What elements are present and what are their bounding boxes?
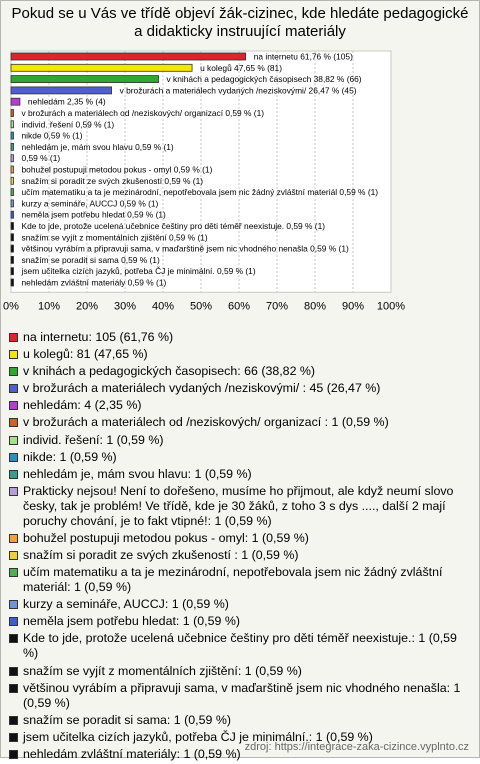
legend-item [9,614,471,629]
x-tick-label: 30% [113,300,137,313]
bar-label: u kolegů 47,65 % (81) [200,62,283,73]
bar [11,189,14,196]
bar-label: v brožurách a materiálech vydaných /neziskovými/ 26,47 % (45) [119,85,357,96]
bar [11,166,14,173]
legend-label: nehledám: 4 (2,35 %) [23,398,142,413]
legend-swatch [9,716,18,725]
legend-label: nehledám je, mám svou hlavu: 1 (0,59 %) [23,466,252,481]
legend-item [9,433,471,448]
bar [11,76,159,83]
legend-swatch [9,401,18,410]
legend-label: kurzy a semináře, AUCCJ: 1 (0,59 %) [23,597,229,612]
bar [11,121,14,128]
legend-label: většinou vyrábím a připravuji sama, v maďarštině jsem nic vhodného nenašla: 1 (0,59 %) [23,680,461,710]
bar [11,279,14,286]
chart-legend [9,330,471,764]
legend-label: individ. řešení: 1 (0,59 %) [23,432,164,447]
legend-item [9,597,471,612]
chart-title-line-2: a didakticky instruující materiály [134,23,346,40]
bar [11,234,14,241]
legend-label: v brožurách a materiálech vydaných /neziskovými/ : 45 (26,47 %) [23,381,381,396]
bar [11,256,14,263]
bar-label: individ. řešení 0,59 % (1) [21,119,115,130]
legend-item [9,364,471,379]
bar [11,64,192,71]
x-tick-label: 40% [151,300,175,313]
legend-swatch [9,487,18,496]
legend-item [9,713,471,728]
legend-item [9,347,471,362]
bar-label: 0,59 % (1) [21,153,61,164]
legend-label: nikde: 1 (0,59 %) [23,449,117,464]
bar-label: snažím se vyjít z momentálních zjištění 0,59 % (1) [21,232,208,243]
legend-label: snažím si poradit ze svých zkušeností : 1 (0,59 %) [23,548,299,563]
bar-chart [1,47,479,329]
bar-label: na internetu 61,76 % (105) [253,51,353,62]
bar-label: nehledám 2,35 % (4) [27,96,106,107]
legend-swatch [9,470,18,479]
legend-item [9,681,471,711]
bar-label: snažím si poradit ze svých zkušeností 0,59 % (1) [21,175,204,186]
bar-label: nikde 0,59 % (1) [21,130,83,141]
legend-swatch [9,350,18,359]
legend-swatch [9,367,18,376]
legend-swatch [9,600,18,609]
x-tick-label: 60% [227,300,251,313]
legend-label: u kolegů: 81 (47,65 %) [23,347,148,362]
legend-swatch [9,684,18,693]
legend-label: v knihách a pedagogických časopisech: 66 (38,82 %) [23,364,316,379]
legend-item [9,381,471,396]
x-tick-label: 50% [189,300,213,313]
x-tick-label: 80% [303,300,327,313]
legend-swatch [9,667,18,676]
bar [11,211,14,218]
bar-label: v knihách a pedagogických časopisech 38,82 % (66) [166,74,362,85]
bar-label: nehledám je, mám svou hlavu 0,59 % (1) [21,141,174,152]
legend-item [9,664,471,679]
legend-label: neměla jsem potřebu hledat: 1 (0,59 %) [23,614,240,629]
legend-swatch [9,568,18,577]
bar-label: kurzy a semináře, AUCCJ 0,59 % (1) [21,198,159,209]
x-tick-label: 100% [376,300,406,313]
bar-label: snažím se poradit si sama 0,59 % (1) [21,254,160,265]
legend-swatch [9,534,18,543]
legend-swatch [9,436,18,445]
x-tick-label: 0% [3,300,19,313]
legend-label: učím matematiku a ta je mezinárodní, nepotřebovala jsem nic žádný zvláštní materiál: 1 (0,59 %) [23,565,443,595]
legend-swatch [9,634,18,643]
legend-swatch [9,733,18,742]
legend-label: v brožurách a materiálech od /neziskových/ organizací : 1 (0,59 %) [23,415,389,430]
bar-label: jsem učitelka cizích jazyků, potřeba ČJ je minimální. 0,59 % (1) [21,266,256,277]
bar [11,245,14,252]
legend-swatch [9,333,18,342]
bar [11,98,20,105]
x-tick-label: 70% [265,300,289,313]
x-tick-label: 20% [75,300,99,313]
bar-label: v brožurách a materiálech od /neziskových/ organizací 0,59 % (1) [21,108,265,118]
x-tick-label: 90% [341,300,365,313]
legend-label: snažím se vyjít z momentálních zjištění: 1 (0,59 %) [23,663,302,678]
legend-label: jsem učitelka cizích jazyků, potřeba ČJ je minimální.: 1 (0,59 %) [23,729,373,744]
bar-label: bohužel postupuji metodou pokus - omyl 0,59 % (1) [21,164,213,175]
bar [11,143,14,150]
legend-label: Prakticky nejsou! Není to dořešeno, musíme ho přijmout, ale když neumí slovo česky, tak je problém! Ve třídě, kde je 30 žáků, z toho 3 s dys ...., další 2 mají poruchy chování, je to fakt vtipné!: 1 (0,59 %) [23,483,454,528]
bar [11,223,14,230]
legend-swatch [9,384,18,393]
bar-label: nehledám zvláštní materiály 0,59 % (1) [21,277,167,288]
bar [11,132,14,139]
bar [11,110,14,117]
chart-title-line-1: Pokud se u Vás ve třídě objeví žák-cizinec, kde hledáte pedagogické [11,5,469,22]
legend-item [9,450,471,465]
legend-item [9,565,471,595]
legend-item [9,531,471,546]
legend-swatch [9,453,18,462]
legend-label: na internetu: 105 (61,76 %) [23,330,174,344]
bar [11,53,246,60]
legend-item [9,631,471,661]
source-note: zdroj: https://integrace-zaka-cizince.vyplnto.cz [244,741,469,753]
legend-item [9,467,471,482]
legend-item [9,484,471,529]
legend-label: Kde to jde, protože ucelená učebnice češtiny pro děti téměř neexistuje.: 1 (0,59 %) [23,631,457,661]
legend-item [9,415,471,430]
legend-item [9,548,471,563]
bar-label: Kde to jde, protože ucelená učebnice češtiny pro děti téměř neexistuje. 0,59 % (1) [21,221,326,231]
bar-label: neměla jsem potřebu hledat 0,59 % (1) [21,209,166,220]
legend-label: bohužel postupuji metodou pokus - omyl: 1 (0,59 %) [23,530,309,545]
bar [11,87,112,94]
bar-label: většinou vyrábím a připravuji sama, v maďarštině jsem nic vhodného nenašla 0,59 % (1) [21,243,349,254]
legend-item [9,398,471,413]
bar-label: učím matematiku a ta je mezinárodní, nepotřebovala jsem nic žádný zvláštní materiál 0,59 % (1) [21,187,379,198]
legend-item [9,330,471,345]
bar [11,177,14,184]
legend-label: snažím se poradit si sama: 1 (0,59 %) [23,712,231,727]
x-tick-label: 10% [37,300,61,313]
bar [11,200,14,207]
bar [11,268,14,275]
legend-label: nehledám zvláštní materiály: 1 (0,59 %) [23,746,241,761]
legend-swatch [9,418,18,427]
chart-title [1,5,479,41]
bar [11,155,14,162]
legend-swatch [9,551,18,560]
legend-swatch [9,617,18,626]
